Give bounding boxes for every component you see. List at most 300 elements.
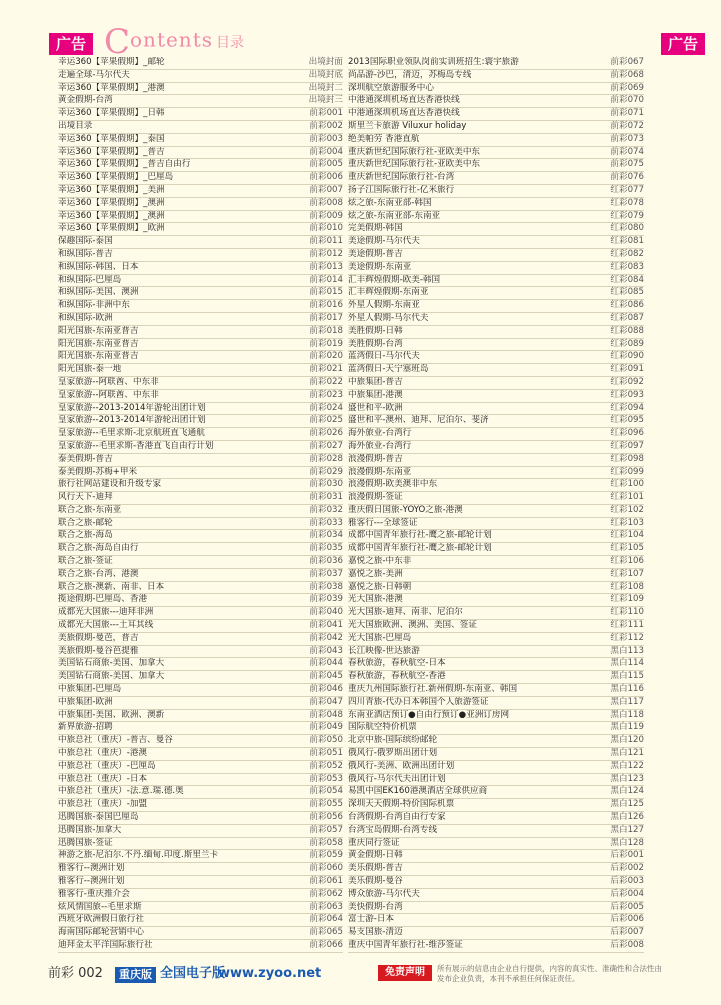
contents-row[interactable]	[58, 428, 343, 441]
entry-page: 红彩098	[610, 453, 644, 464]
entry-title: 和纵国际-巴厘岛	[58, 274, 122, 285]
contents-row[interactable]	[348, 454, 644, 467]
contents-row[interactable]	[58, 889, 343, 902]
entry-page: 红彩079	[610, 210, 644, 221]
entry-page: 前彩072	[610, 120, 644, 131]
contents-row[interactable]	[348, 684, 644, 697]
contents-row[interactable]	[58, 403, 343, 416]
entry-page: 红彩100	[610, 479, 644, 490]
contents-row[interactable]	[58, 147, 343, 160]
contents-row[interactable]	[58, 658, 343, 671]
entry-title: 中旅总社（重庆）-加盟	[58, 799, 148, 810]
entry-page: 前彩042	[309, 632, 343, 643]
entry-page: 前彩009	[309, 210, 343, 221]
entry-page: 前彩028	[309, 453, 343, 464]
entry-page: 前彩070	[610, 95, 644, 106]
contents-row[interactable]	[58, 761, 343, 774]
entry-title: 幸运360【苹果假期】_日韩	[58, 108, 165, 119]
entry-title: 长江映像-世达旅游	[348, 645, 420, 656]
contents-row[interactable]	[58, 825, 343, 838]
entry-title: 成都中国青年旅行社-鹰之旅-邮轮计划	[348, 543, 492, 554]
contents-row[interactable]	[58, 300, 343, 313]
entry-page: 前彩054	[309, 786, 343, 797]
contents-row[interactable]	[348, 863, 644, 876]
entry-page: 前彩065	[309, 927, 343, 938]
entry-title: 迅腾国旅-泰国巴厘岛	[58, 812, 139, 823]
contents-row[interactable]	[58, 735, 343, 748]
contents-row[interactable]	[348, 914, 644, 927]
contents-row[interactable]	[348, 249, 644, 262]
entry-page: 前彩021	[309, 364, 343, 375]
entry-page: 红彩111	[610, 620, 644, 631]
entry-page: 前彩058	[309, 837, 343, 848]
entry-page: 红彩078	[610, 197, 644, 208]
entry-page: 前彩031	[309, 492, 343, 503]
contents-row[interactable]	[58, 902, 343, 915]
contents-row[interactable]	[58, 121, 343, 134]
contents-row[interactable]	[348, 543, 644, 556]
entry-title: 幸运360【苹果假期】_普吉自由行	[58, 159, 191, 170]
entry-page: 前彩067	[610, 57, 644, 67]
contents-row[interactable]	[348, 185, 644, 198]
disclaimer-text: 所有展示的信息由企业自行提供，内容的真实性、准确性和合法性由发布企业负责，本刊不承担任何保证责任。	[437, 964, 662, 983]
entry-title: 联合之旅-台湾、港澳	[58, 568, 139, 579]
contents-row[interactable]	[58, 556, 343, 569]
entry-title: 幸运360【苹果假期】_泰国	[58, 133, 165, 144]
contents-row[interactable]	[58, 236, 343, 249]
contents-row[interactable]	[348, 211, 644, 224]
entry-title: 联合之旅-签证	[58, 556, 113, 567]
contents-row[interactable]	[348, 172, 644, 185]
contents-row[interactable]	[348, 902, 644, 915]
entry-page: 前彩022	[309, 376, 343, 387]
entry-title: 和纵国际-普吉	[58, 248, 113, 259]
entry-page: 前彩025	[309, 415, 343, 426]
contents-row[interactable]	[58, 198, 343, 211]
entry-title: 美乐假期-曼谷	[348, 876, 403, 886]
entry-title: 完美假期-韩国	[348, 223, 403, 234]
entry-title: 雅客行---全球签证	[348, 517, 418, 528]
entry-title: 炫之旅-东南亚部-东南亚	[348, 210, 441, 221]
entry-page: 前彩014	[309, 274, 343, 285]
contents-row[interactable]	[58, 914, 343, 927]
entry-page: 前彩010	[309, 223, 343, 234]
contents-word: ontents	[130, 27, 213, 52]
contents-row[interactable]	[348, 850, 644, 863]
contents-row[interactable]	[348, 530, 644, 543]
entry-page: 前彩056	[309, 812, 343, 823]
contents-row[interactable]	[348, 479, 644, 492]
contents-row[interactable]	[348, 313, 644, 326]
entry-page: 红彩110	[610, 607, 644, 618]
entry-title: 新界旅游-招聘	[58, 722, 113, 733]
contents-row[interactable]	[58, 441, 343, 454]
entry-page: 前彩050	[309, 735, 343, 746]
contents-row[interactable]	[348, 403, 644, 416]
entry-page: 出境封二	[308, 82, 343, 93]
entry-title: 重庆同行签证	[348, 837, 400, 848]
page-number: 前彩 002	[48, 966, 103, 981]
entry-title: 皇家旅游--毛里求斯-香港直飞自由行计划	[58, 440, 214, 451]
entry-page: 红彩093	[610, 389, 644, 400]
contents-row[interactable]	[348, 83, 644, 96]
entry-title: 中旅总社（重庆）-巴厘岛	[58, 760, 156, 771]
contents-row[interactable]	[58, 684, 343, 697]
contents-row[interactable]	[58, 95, 343, 108]
entry-title: 联合之旅-邮轮	[58, 517, 113, 528]
entry-page: 红彩087	[610, 312, 644, 323]
entry-page: 前彩005	[309, 159, 343, 170]
entry-page: 前彩023	[309, 389, 343, 400]
entry-page: 出境封底	[308, 69, 343, 80]
entry-page: 红彩095	[610, 415, 644, 426]
entry-page: 红彩080	[610, 223, 644, 234]
entry-title: 成都中国青年旅行社-鹰之旅-邮轮计划	[348, 530, 492, 541]
contents-row[interactable]	[58, 530, 343, 543]
entry-title: 汇丰辉煌假期-东南亚	[348, 287, 429, 298]
entry-page: 前彩069	[610, 82, 644, 93]
entry-title: 出境目录	[58, 120, 93, 131]
entry-page: 红彩086	[610, 300, 644, 311]
contents-row[interactable]	[58, 83, 343, 96]
entry-title: 嘉悦之旅-美洲	[348, 568, 403, 579]
entry-title: 和纵国际-欧洲	[58, 312, 113, 323]
contents-row[interactable]	[58, 415, 343, 428]
contents-row[interactable]	[348, 428, 644, 441]
entry-title: 浪漫假期-欧美澳非中东	[348, 479, 438, 490]
contents-row[interactable]	[348, 518, 644, 531]
contents-row[interactable]	[58, 697, 343, 710]
entry-page: 黑白116	[610, 684, 644, 695]
contents-row[interactable]	[58, 620, 343, 633]
entry-title: 联合之旅-海岛	[58, 530, 113, 541]
contents-row[interactable]	[58, 467, 343, 480]
contents-row[interactable]	[348, 364, 644, 377]
contents-row[interactable]	[58, 710, 343, 723]
entry-page: 前彩015	[309, 287, 343, 298]
entry-page: 后彩007	[610, 927, 644, 938]
entry-title: 光大国旅-迪拜、南非、尼泊尔	[348, 607, 463, 618]
entry-title: 光大国旅-巴厘岛	[348, 632, 412, 643]
contents-row[interactable]	[348, 70, 644, 83]
entry-title: 浪漫假期-普吉	[348, 453, 403, 464]
contents-row[interactable]	[348, 415, 644, 428]
entry-page: 黑白117	[610, 696, 644, 707]
contents-row[interactable]	[348, 582, 644, 595]
contents-row[interactable]	[348, 786, 644, 799]
contents-row[interactable]	[58, 594, 343, 607]
entry-title: 黄金假期-日韩	[348, 850, 403, 861]
entry-page: 前彩066	[309, 939, 343, 950]
contents-row[interactable]	[348, 825, 644, 838]
contents-row[interactable]	[348, 722, 644, 735]
contents-row[interactable]	[348, 671, 644, 684]
contents-row[interactable]	[348, 620, 644, 633]
entry-title: 浪漫假期-签证	[348, 492, 403, 503]
contents-row[interactable]	[58, 211, 343, 224]
entry-page: 前彩013	[309, 261, 343, 272]
contents-row[interactable]	[348, 761, 644, 774]
entry-page: 前彩011	[309, 236, 343, 247]
entry-page: 黑白124	[610, 786, 644, 797]
contents-row[interactable]	[348, 467, 644, 480]
contents-row[interactable]	[348, 147, 644, 160]
entry-page: 前彩012	[309, 248, 343, 259]
entry-page: 前彩003	[309, 133, 343, 144]
contents-row[interactable]	[58, 351, 343, 364]
contents-initial: C	[104, 22, 131, 62]
contents-row[interactable]	[348, 505, 644, 518]
contents-row[interactable]	[58, 313, 343, 326]
contents-row[interactable]	[348, 351, 644, 364]
entry-title: 蓝湾假日-马尔代夫	[348, 351, 420, 362]
contents-row[interactable]	[348, 377, 644, 390]
entry-page: 前彩032	[309, 504, 343, 515]
entry-page: 前彩068	[610, 69, 644, 80]
contents-row[interactable]	[58, 172, 343, 185]
contents-row[interactable]	[58, 786, 343, 799]
contents-row[interactable]	[58, 134, 343, 147]
entry-page: 前彩043	[309, 645, 343, 656]
entry-title: 中旅集团-港澳	[348, 389, 403, 400]
national-edition-label: 全国电子版	[160, 966, 226, 981]
contents-row[interactable]	[58, 518, 343, 531]
contents-left-column	[58, 57, 343, 953]
entry-title: 中旅集团-普吉	[348, 376, 403, 387]
contents-row[interactable]	[348, 198, 644, 211]
entry-title: 俄风行-俄罗斯出团计划	[348, 748, 438, 759]
contents-row[interactable]	[58, 287, 343, 300]
contents-row[interactable]	[348, 876, 644, 889]
entry-page: 前彩036	[309, 556, 343, 567]
entry-title: 蓝湾假日-天宁塞班岛	[348, 364, 429, 375]
entry-page: 黑白115	[610, 671, 644, 682]
entry-title: 阳光国旅-东南亚普吉	[58, 351, 139, 362]
contents-row[interactable]	[348, 57, 644, 70]
contents-row[interactable]	[348, 275, 644, 288]
contents-row[interactable]	[348, 262, 644, 275]
contents-row[interactable]	[58, 339, 343, 352]
contents-row[interactable]	[58, 569, 343, 582]
contents-row[interactable]	[58, 108, 343, 121]
contents-row[interactable]	[58, 838, 343, 851]
contents-row[interactable]	[348, 300, 644, 313]
entry-page: 后彩004	[610, 888, 644, 899]
entry-page: 红彩103	[610, 517, 644, 528]
entry-title: 美胜假期-日韩	[348, 325, 403, 336]
contents-row[interactable]	[58, 607, 343, 620]
entry-title: 和纵国际-韩国、日本	[58, 261, 139, 272]
contents-title	[104, 22, 244, 62]
entry-title: 深圳天天假期-特价国际机票	[348, 799, 455, 810]
contents-row[interactable]	[348, 159, 644, 172]
entry-title: 春秋旅游，春秋航空-日本	[348, 658, 446, 669]
contents-row[interactable]	[58, 326, 343, 339]
contents-row[interactable]	[348, 889, 644, 902]
entry-title: 海南国际邮轮营销中心	[58, 927, 144, 938]
entry-title: 幸运360【苹果假期】_邮轮	[58, 57, 165, 67]
entry-page: 黑白125	[610, 799, 644, 810]
contents-row[interactable]	[58, 671, 343, 684]
entry-page: 前彩048	[309, 709, 343, 720]
contents-row[interactable]	[348, 940, 644, 953]
contents-row[interactable]	[58, 722, 343, 735]
contents-row[interactable]	[348, 812, 644, 825]
contents-row[interactable]	[348, 927, 644, 940]
entry-page: 前彩017	[309, 312, 343, 323]
website-link[interactable]: www.zyoo.net	[218, 966, 322, 981]
entry-title: 神游之旅-尼泊尔.不丹.缅甸.印度.斯里兰卡	[58, 850, 219, 861]
entry-page: 黑白119	[610, 722, 644, 733]
entry-page: 前彩007	[309, 184, 343, 195]
entry-page: 后彩003	[610, 876, 644, 886]
entry-page: 红彩102	[610, 504, 644, 515]
contents-row[interactable]	[58, 633, 343, 646]
contents-row[interactable]	[58, 57, 343, 70]
contents-row[interactable]	[58, 543, 343, 556]
contents-row[interactable]	[58, 505, 343, 518]
entry-page: 前彩002	[309, 120, 343, 131]
contents-row[interactable]	[348, 441, 644, 454]
contents-row[interactable]	[348, 556, 644, 569]
contents-row[interactable]	[58, 70, 343, 83]
contents-row[interactable]	[348, 710, 644, 723]
entry-title: 汇丰辉煌假期-欧美-韩国	[348, 274, 441, 285]
contents-row[interactable]	[58, 364, 343, 377]
entry-title: 阳光国旅-东南亚普吉	[58, 325, 139, 336]
contents-row[interactable]	[348, 646, 644, 659]
entry-title: 国际航空特价机票	[348, 722, 417, 733]
entry-title: 中港通深圳机场直达香港快线	[348, 108, 460, 119]
entry-title: 幸运360【苹果假期】_港澳	[58, 82, 165, 93]
entry-title: 浪漫假期-东南亚	[348, 466, 412, 477]
entry-page: 黑白127	[610, 824, 644, 835]
entry-title: 俄风行-马尔代夫出团计划	[348, 773, 446, 784]
entry-title: 2013国际职业领队岗前实训班招生:寰宇旅游	[348, 57, 519, 67]
contents-row[interactable]	[348, 569, 644, 582]
entry-page: 前彩040	[309, 607, 343, 618]
contents-row[interactable]	[58, 262, 343, 275]
contents-row[interactable]	[348, 838, 644, 851]
contents-row[interactable]	[58, 185, 343, 198]
entry-title: 中旅集团-巴厘岛	[58, 684, 122, 695]
contents-row[interactable]	[58, 812, 343, 825]
entry-page: 前彩034	[309, 530, 343, 541]
contents-row[interactable]	[348, 774, 644, 787]
entry-page: 前彩046	[309, 684, 343, 695]
entry-title: 四川青旅-代办日本韩国个人旅游签证	[348, 696, 489, 707]
entry-title: 迅腾国旅-签证	[58, 837, 113, 848]
entry-title: 外星人假期-东南亚	[348, 300, 420, 311]
contents-row[interactable]	[58, 454, 343, 467]
contents-row[interactable]	[58, 249, 343, 262]
entry-title: 春秋旅游，春秋航空-香港	[348, 671, 446, 682]
contents-row[interactable]	[348, 287, 644, 300]
entry-title: 和纵国际-美国、澳洲	[58, 287, 139, 298]
contents-row[interactable]	[58, 863, 343, 876]
ad-tag-right: 广告	[661, 33, 705, 55]
entry-page: 后彩005	[610, 901, 644, 912]
contents-row[interactable]	[348, 697, 644, 710]
entry-title: 外星人假期-马尔代夫	[348, 312, 429, 323]
contents-row[interactable]	[348, 492, 644, 505]
contents-row[interactable]	[348, 223, 644, 236]
contents-row[interactable]	[348, 735, 644, 748]
entry-page: 前彩016	[309, 300, 343, 311]
contents-row[interactable]	[348, 134, 644, 147]
contents-row[interactable]	[58, 159, 343, 172]
entry-title: 重庆新世纪国际旅行社-亚欧美中东	[348, 146, 481, 157]
entry-title: 美旅假期-曼谷芭提雅	[58, 645, 139, 656]
entry-page: 前彩018	[309, 325, 343, 336]
entry-title: 中港通深圳机场直达香港快线	[348, 95, 460, 106]
contents-row[interactable]	[348, 658, 644, 671]
contents-row[interactable]	[58, 876, 343, 889]
contents-row[interactable]	[58, 377, 343, 390]
entry-page: 前彩051	[309, 748, 343, 759]
entry-page: 红彩077	[610, 184, 644, 195]
contents-row[interactable]	[348, 390, 644, 403]
contents-row[interactable]	[58, 492, 343, 505]
entry-page: 出境封三	[308, 95, 343, 106]
entry-page: 红彩096	[610, 428, 644, 439]
contents-row[interactable]	[58, 646, 343, 659]
entry-title: 盛世和平-澳州、迪拜、尼泊尔、斐济	[348, 415, 489, 426]
entry-page: 红彩107	[610, 568, 644, 579]
entry-title: 中旅总社（重庆）-法.意.瑞.德.奥	[58, 786, 184, 797]
entry-title: 重庆新世纪国际旅行社-台湾	[348, 172, 455, 183]
contents-row[interactable]	[348, 326, 644, 339]
entry-page: 前彩045	[309, 671, 343, 682]
contents-row[interactable]	[348, 236, 644, 249]
contents-row[interactable]	[58, 275, 343, 288]
contents-row[interactable]	[58, 850, 343, 863]
contents-row[interactable]	[58, 479, 343, 492]
entry-page: 红彩089	[610, 338, 644, 349]
contents-row[interactable]	[348, 607, 644, 620]
contents-row[interactable]	[348, 594, 644, 607]
entry-title: 中旅总社（重庆）-日本	[58, 773, 148, 784]
edition-badge: 重庆版	[115, 967, 156, 983]
contents-row[interactable]	[58, 799, 343, 812]
contents-row[interactable]	[58, 390, 343, 403]
entry-title: 迪拜金太平洋国际旅行社	[58, 939, 153, 950]
entry-title: 光大国旅-港澳	[348, 594, 403, 605]
entry-title: 皇家旅游--毛里求斯-北京航班直飞通航	[58, 428, 205, 439]
contents-row[interactable]	[348, 799, 644, 812]
entry-title: 富士游-日本	[348, 914, 395, 925]
entry-page: 前彩075	[610, 159, 644, 170]
contents-row[interactable]	[58, 940, 343, 953]
contents-row[interactable]	[348, 108, 644, 121]
contents-row[interactable]	[348, 633, 644, 646]
contents-row[interactable]	[58, 582, 343, 595]
contents-right-column	[348, 57, 644, 953]
contents-row[interactable]	[348, 121, 644, 134]
entry-page: 前彩001	[309, 108, 343, 119]
contents-row[interactable]	[348, 95, 644, 108]
contents-row[interactable]	[348, 339, 644, 352]
entry-title: 中旅总社（重庆）-港澳	[58, 748, 148, 759]
entry-title: 易凯中国EK160港澳酒店全球供应商	[348, 786, 488, 797]
contents-row[interactable]	[58, 927, 343, 940]
contents-row[interactable]	[58, 774, 343, 787]
contents-row[interactable]	[58, 748, 343, 761]
entry-title: 盛世和平-欧洲	[348, 402, 403, 413]
contents-row[interactable]	[348, 748, 644, 761]
entry-page: 前彩074	[610, 146, 644, 157]
contents-row[interactable]	[58, 223, 343, 236]
